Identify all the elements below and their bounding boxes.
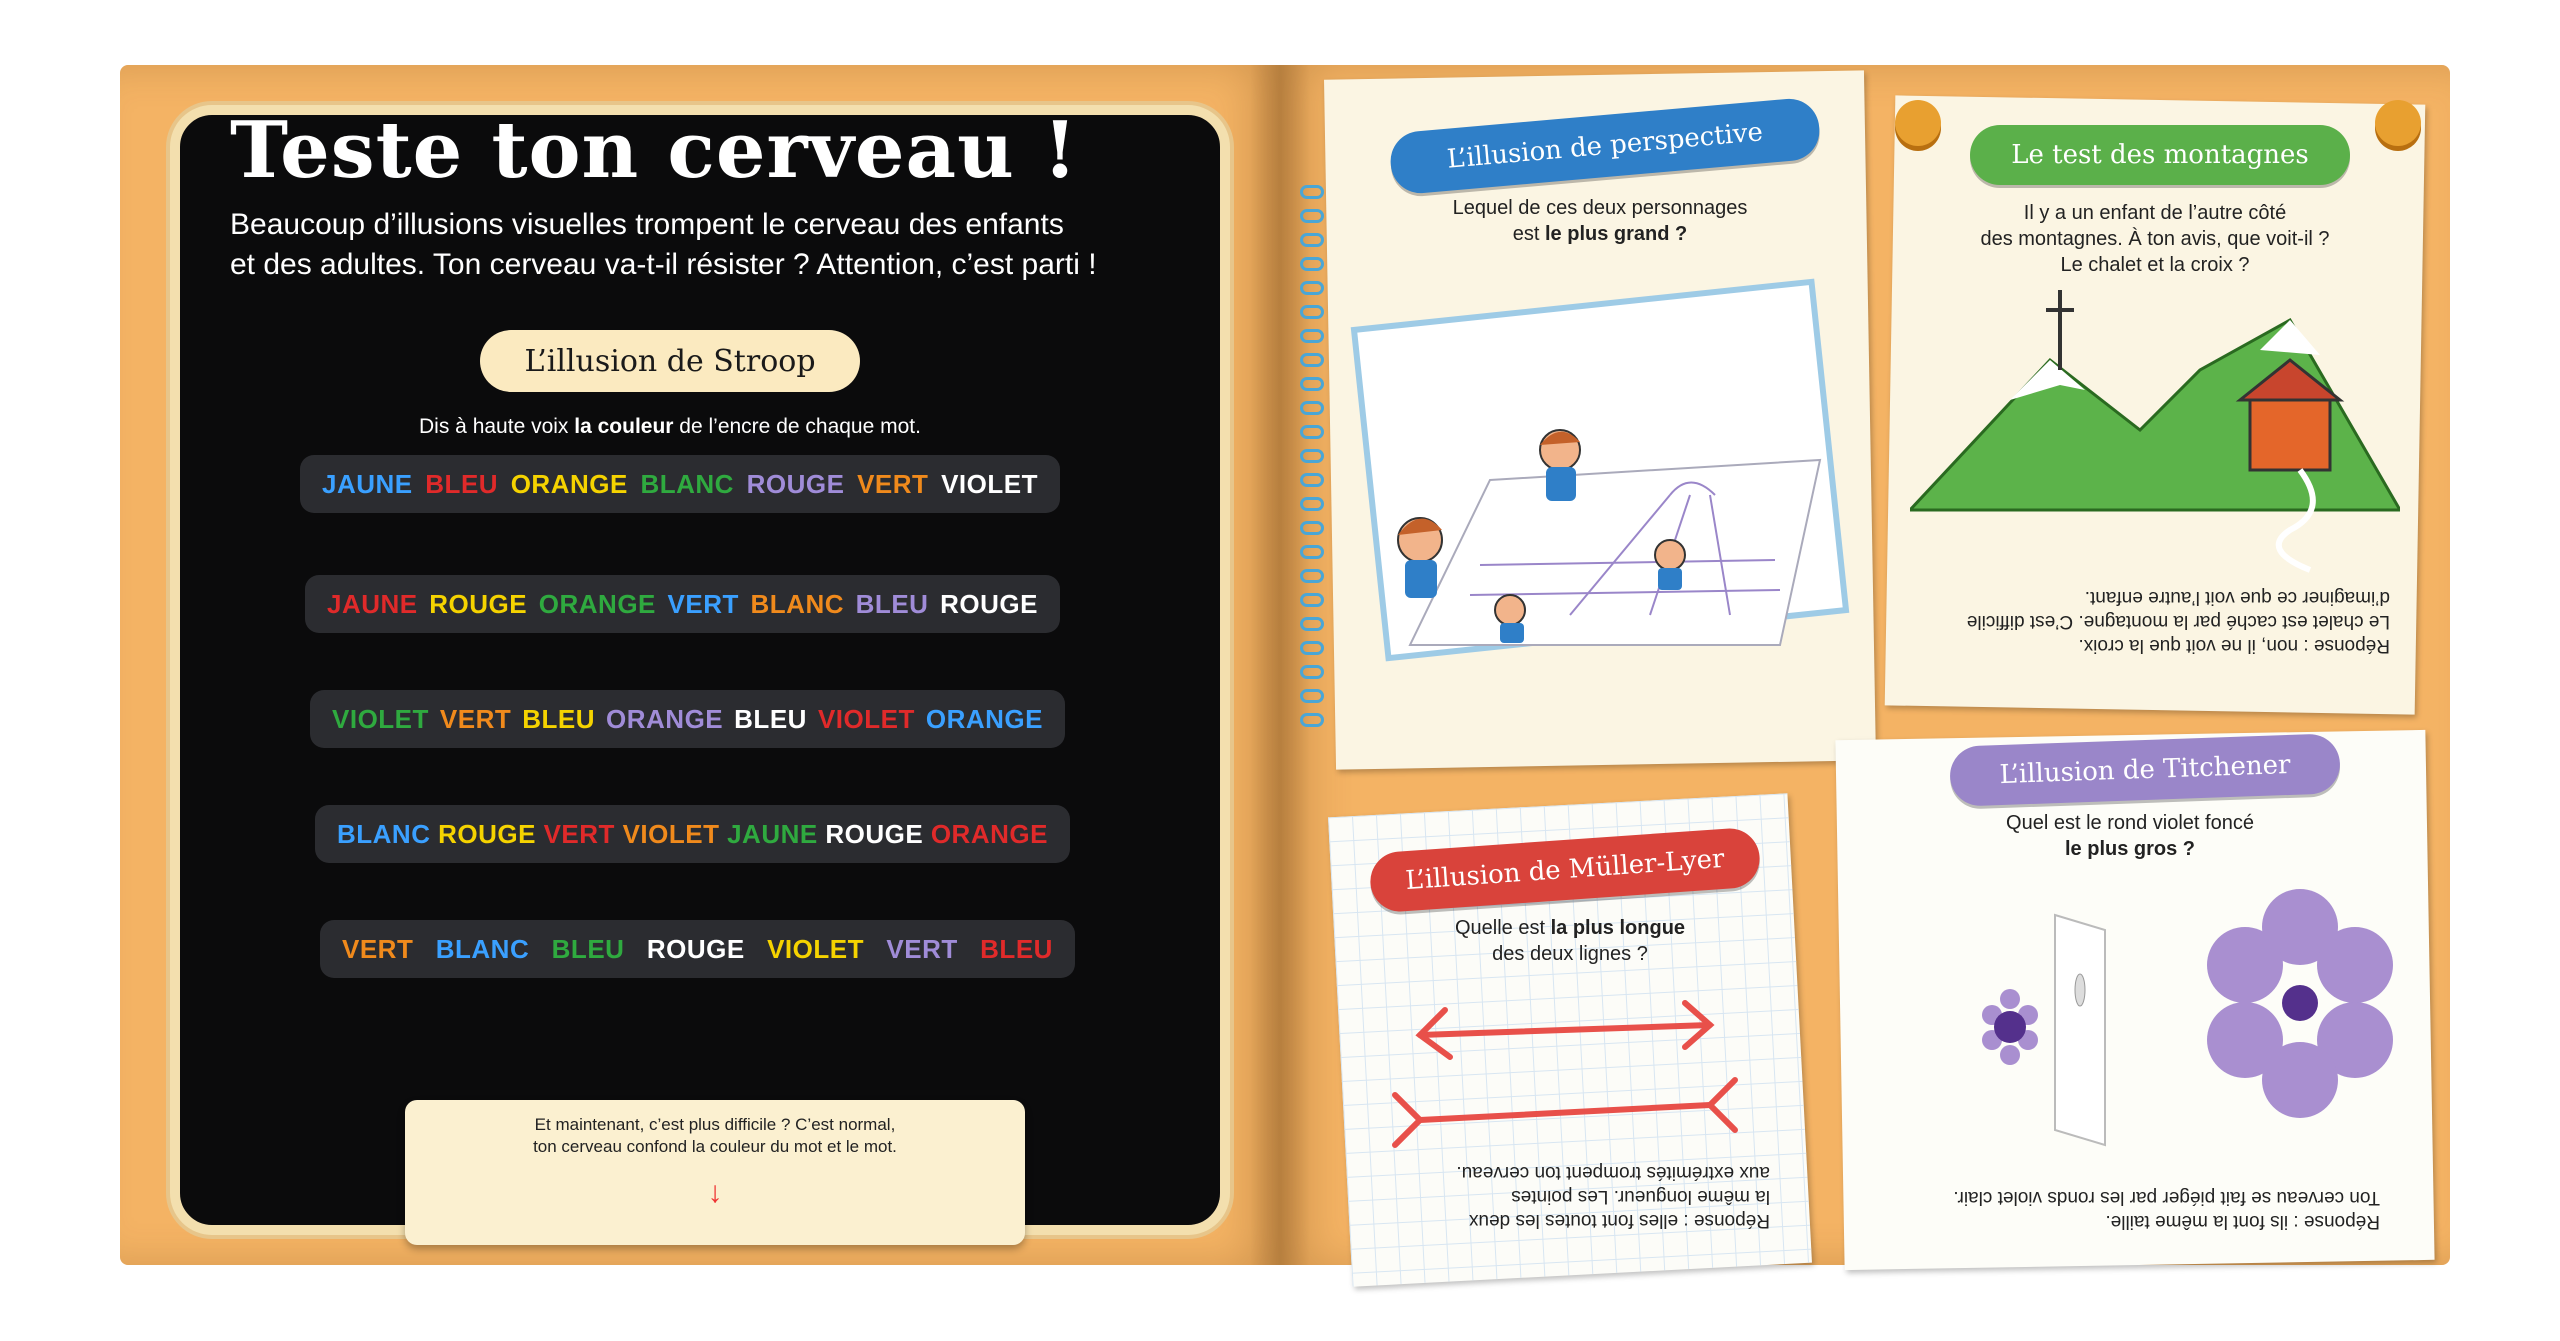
muller-answer-line2: la même longueur. Les pointes [1511, 1186, 1770, 1207]
titchener-question [1940, 810, 2320, 862]
stroop-row [300, 455, 1060, 513]
stroop-word: JAUNE [322, 468, 413, 499]
mountains-question [1920, 200, 2390, 278]
mountains-illustration [1910, 280, 2400, 580]
stroop-row [305, 575, 1060, 633]
stroop-word: VIOLET [817, 703, 915, 734]
perspective-q-line2 [1400, 221, 1800, 247]
coin-icon [1895, 100, 1941, 146]
stroop-instruction [320, 415, 1020, 439]
perspective-q-bold: le plus grand ? [1545, 223, 1688, 245]
mountains-answer-line2: Le chalet est caché par la montagne. C’est difficile [1966, 611, 2390, 632]
stroop-word: BLANC [750, 588, 845, 619]
muller-q-line1 [1380, 915, 1760, 941]
titchener-answer [1900, 1185, 2380, 1233]
mountains-title: Le test des montagnes [1970, 125, 2350, 185]
instruction-bold: la couleur [574, 415, 674, 438]
bottom-note-card [405, 1100, 1025, 1245]
stroop-word: VIOLET [332, 703, 429, 734]
stroop-word: ORANGE [930, 818, 1048, 849]
mountains-answer [1920, 585, 2390, 657]
stroop-word: VERT [342, 933, 414, 964]
titchener-q-line1: Quel est le rond violet foncé [2006, 812, 2254, 834]
stroop-word: VERT [667, 588, 739, 619]
stroop-word: VERT [857, 468, 929, 499]
titchener-illustration [1910, 865, 2410, 1165]
mountains-answer-line3: d’imaginer ce que voit l’autre enfant. [2084, 587, 2390, 608]
intro-line-1: Beaucoup d’illusions visuelles trompent le cerveau des enfants [230, 208, 1064, 241]
stroop-word: VERT [439, 703, 512, 734]
book-spread [120, 45, 2450, 1290]
note-line-1: Et maintenant, c’est plus difficile ? C’est normal, [534, 1115, 896, 1134]
stroop-word: ORANGE [510, 468, 628, 499]
stroop-word: VERT [543, 818, 615, 849]
stroop-word: BLEU [551, 933, 625, 964]
stroop-word: JAUNE [327, 588, 418, 619]
perspective-question [1400, 195, 1800, 247]
perspective-illustration [1350, 255, 1870, 685]
stroop-word: ROUGE [746, 468, 845, 499]
stroop-word: BLANC [435, 933, 530, 964]
stroop-word: BLEU [522, 703, 596, 734]
muller-lyer-illustration [1380, 995, 1770, 1165]
stroop-word: ROUGE [438, 818, 536, 849]
intro-line-2: et des adultes. Ton cerveau va-t-il résister ? Attention, c’est parti ! [230, 248, 1097, 281]
stroop-word: ROUGE [825, 818, 924, 849]
stroop-word: ORANGE [925, 703, 1043, 734]
muller-lyer-answer [1370, 1160, 1770, 1232]
instruction-pre: Dis à haute voix [419, 415, 575, 438]
titchener-title: L’illusion de Titchener [1949, 733, 2341, 807]
stroop-word: ROUGE [646, 933, 745, 964]
perspective-q-pre: est [1512, 223, 1545, 245]
stroop-row [315, 805, 1070, 863]
stroop-word: ROUGE [429, 588, 528, 619]
stroop-word: BLANC [640, 468, 734, 499]
stroop-title: L’illusion de Stroop [480, 330, 860, 392]
mountains-q-line1: Il y a un enfant de l’autre côté [2023, 202, 2287, 224]
stroop-word: ORANGE [606, 703, 724, 734]
perspective-q-line1: Lequel de ces deux personnages [1452, 197, 1748, 219]
muller-answer-line3: aux extrémités trompent ton cerveau. [1456, 1162, 1770, 1183]
perspective-title: L’illusion de perspective [1388, 96, 1822, 195]
stroop-word: BLEU [425, 468, 499, 499]
mountains-q-line2: des montagnes. À ton avis, que voit-il ? [1980, 228, 2330, 250]
titchener-q-line2 [1940, 836, 2320, 862]
page-title: Teste ton cerveau ! [230, 105, 1079, 196]
stroop-word: ORANGE [538, 588, 656, 619]
stroop-word: VIOLET [622, 818, 720, 849]
mountains-q-line3: Le chalet et la croix ? [2060, 254, 2250, 276]
stroop-word: BLANC [337, 818, 431, 849]
instruction-post: de l’encre de chaque mot. [673, 415, 921, 438]
muller-q-bold: la plus longue [1550, 917, 1686, 939]
stroop-word: BLEU [855, 588, 929, 619]
stroop-row [320, 920, 1075, 978]
titchener-answer-line1: Réponse : ils font la même taille. [2105, 1211, 2380, 1232]
titchener-q-bold: le plus gros ? [2064, 838, 2196, 860]
stroop-word: VERT [886, 933, 958, 964]
stroop-word: ROUGE [940, 588, 1038, 619]
stroop-word: BLEU [734, 703, 807, 734]
stroop-word: BLEU [980, 933, 1053, 964]
muller-q-pre: Quelle est [1454, 917, 1551, 939]
mountains-answer-line1: Réponse : non, il ne voit que la croix. [2078, 635, 2390, 656]
titchener-answer-line2: Ton cerveau se fait piéger par les ronds violet clair. [1953, 1187, 2380, 1208]
stroop-word: VIOLET [767, 933, 864, 964]
coin-icon [2375, 100, 2421, 146]
stroop-row [310, 690, 1065, 748]
muller-answer-line1: Réponse : elles font toutes les deux [1468, 1210, 1770, 1231]
muller-lyer-title: L’illusion de Müller-Lyer [1368, 826, 1761, 913]
muller-q-line2: des deux lignes ? [1492, 943, 1648, 965]
stroop-word: VIOLET [941, 468, 1038, 499]
muller-lyer-question [1380, 915, 1760, 967]
arrow-down-icon: ↓ [707, 1176, 723, 1209]
spiral-binding [1300, 185, 1326, 765]
note-line-2: ton cerveau confond la couleur du mot et le mot. [533, 1137, 897, 1156]
stroop-word: JAUNE [727, 818, 818, 849]
intro-text [230, 205, 1160, 285]
note-text [405, 1114, 1025, 1158]
